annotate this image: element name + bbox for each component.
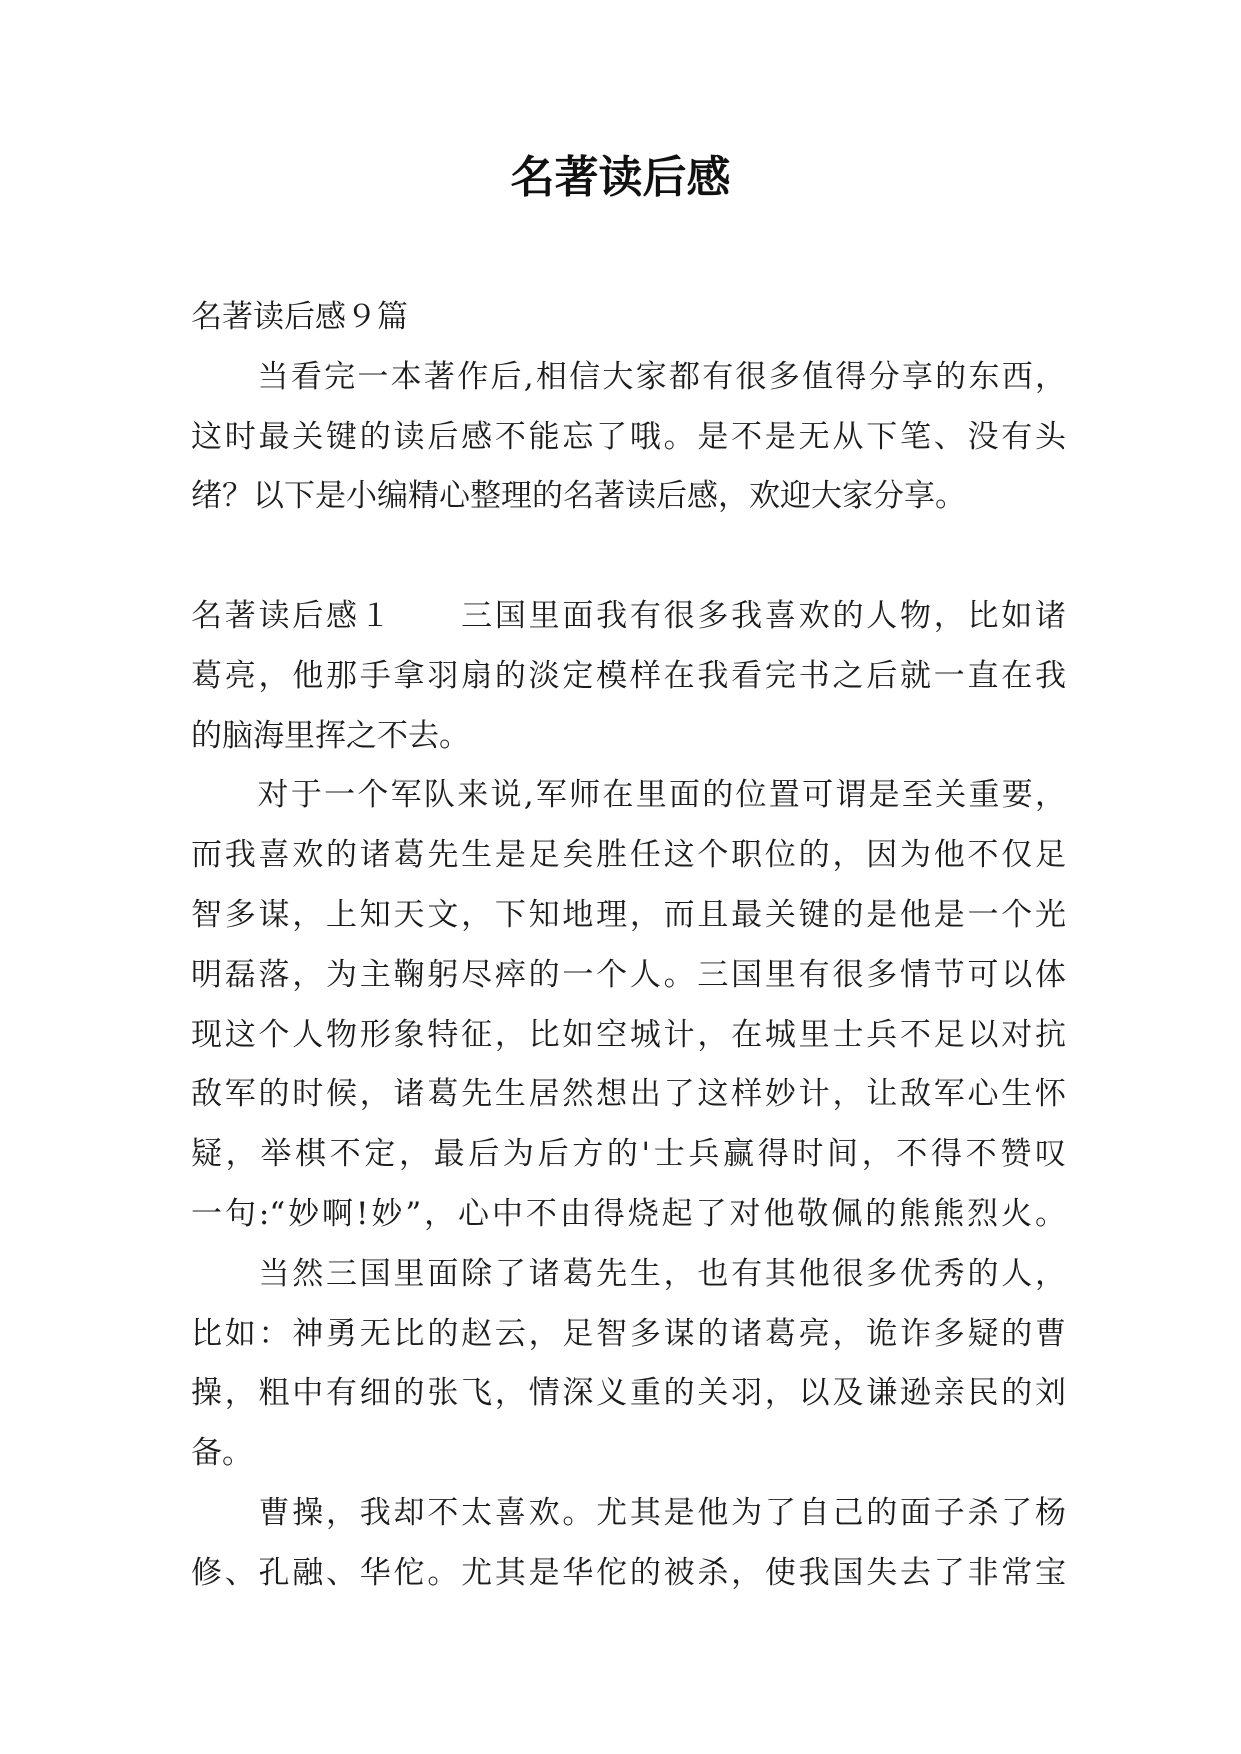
text-line: 绪？以下是小编精心整理的名著读后感，欢迎大家分享。 (191, 478, 966, 515)
text-line: 一句:“妙啊!妙”，心中不由得烧起了对他敬佩的熊熊烈火。 (191, 1195, 1066, 1232)
text-line: 备。 (191, 1435, 253, 1472)
text-line: 比如：神勇无比的赵云，足智多谋的诸葛亮，诡诈多疑的曹 (191, 1315, 1066, 1352)
text-line: 葛亮，他那手拿羽扇的淡定模样在我看完书之后就一直在我 (191, 657, 1066, 694)
text-line: 现这个人物形象特征，比如空城计，在城里士兵不足以对抗 (191, 1016, 1066, 1053)
text-line: 对于一个军队来说,军师在里面的位置可谓是至关重要， (191, 777, 1066, 814)
text-line: 疑，举棋不定，最后为后方的'士兵赢得时间，不得不赞叹 (191, 1136, 1066, 1173)
text-line: 当看完一本著作后,相信大家都有很多值得分享的东西， (191, 358, 1066, 395)
subtitle-line: 名著读后感９篇 (191, 299, 408, 335)
text-line: 当然三国里面除了诸葛先生，也有其他很多优秀的人， (191, 1255, 1066, 1292)
document-title: 名著读后感 (510, 152, 731, 203)
text-line: 修、孔融、华佗。尤其是华佗的被杀，使我国失去了非常宝 (191, 1554, 1066, 1591)
text-line: 智多谋，上知天文，下知地理，而且最关键的是他是一个光 (191, 896, 1066, 933)
section-heading-line: 名著读后感１ 三国里面我有很多我喜欢的人物，比如诸 (191, 597, 1066, 634)
text-line: 明磊落，为主鞠躬尽瘁的一个人。三国里有很多情节可以体 (191, 956, 1066, 993)
text-line: 敌军的时候，诸葛先生居然想出了这样妙计，让敌军心生怀 (191, 1076, 1066, 1113)
body-text (191, 288, 1066, 1604)
text-line: 曹操，我却不太喜欢。尤其是他为了自己的面子杀了杨 (191, 1494, 1066, 1531)
text-line: 操，粗中有细的张飞，情深义重的关羽，以及谦逊亲民的刘 (191, 1375, 1066, 1412)
text-line: 这时最关键的读后感不能忘了哦。是不是无从下笔、没有头 (191, 418, 1066, 455)
text-line: 的脑海里挥之不去。 (191, 717, 470, 754)
text-line: 而我喜欢的诸葛先生是足矣胜任这个职位的，因为他不仅足 (191, 837, 1066, 874)
paragraph-gap (191, 527, 1066, 587)
